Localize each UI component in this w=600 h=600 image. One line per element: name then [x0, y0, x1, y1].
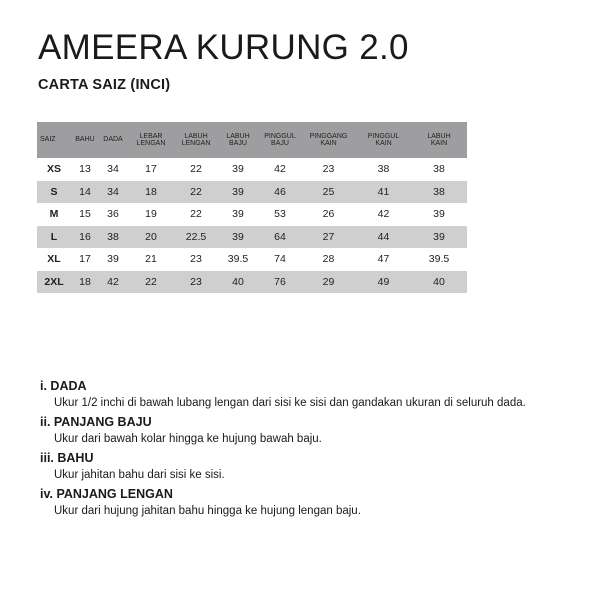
header-dada: DADA: [99, 122, 127, 158]
table-cell: 40: [411, 271, 467, 294]
table-cell: 15: [71, 203, 99, 226]
table-cell: 29: [301, 271, 356, 294]
table-cell: 16: [71, 226, 99, 249]
table-cell: 42: [356, 203, 411, 226]
note-heading-bahu: iii. BAHU: [40, 451, 94, 465]
table-cell: 47: [356, 248, 411, 271]
header-labuh-lengan: LABUH LENGAN: [175, 122, 217, 158]
note-text-panjang-baju: Ukur dari bawah kolar hingga ke hujung bawah baju.: [54, 432, 322, 445]
table-cell: 28: [301, 248, 356, 271]
table-cell: 26: [301, 203, 356, 226]
size-cell: 2XL: [37, 271, 71, 294]
note-text-panjang-lengan: Ukur dari hujung jahitan bahu hingga ke hujung lengan baju.: [54, 504, 361, 517]
table-cell: 38: [411, 181, 467, 204]
table-cell: 76: [259, 271, 301, 294]
table-cell: 41: [356, 181, 411, 204]
table-cell: 42: [99, 271, 127, 294]
table-cell: 23: [175, 271, 217, 294]
table-cell: 38: [356, 158, 411, 181]
note-heading-panjang-baju: ii. PANJANG BAJU: [40, 415, 152, 429]
page-title: AMEERA KURUNG 2.0: [38, 28, 409, 67]
header-labuh-kain: LABUH KAIN: [411, 122, 467, 158]
table-row: [37, 248, 467, 271]
note-text-bahu: Ukur jahitan bahu dari sisi ke sisi.: [54, 468, 225, 481]
header-saiz: SAIZ: [37, 122, 71, 158]
table-cell: 74: [259, 248, 301, 271]
table-cell: 44: [356, 226, 411, 249]
table-cell: 34: [99, 158, 127, 181]
table-row: [37, 226, 467, 249]
table-cell: 18: [127, 181, 175, 204]
table-cell: 39: [217, 226, 259, 249]
table-cell: 38: [99, 226, 127, 249]
table-cell: 34: [99, 181, 127, 204]
table-cell: 17: [71, 248, 99, 271]
size-chart-table: [37, 122, 467, 293]
table-cell: 17: [127, 158, 175, 181]
note-heading-panjang-lengan: iv. PANJANG LENGAN: [40, 487, 173, 501]
measurement-notes: [40, 380, 590, 524]
table-cell: 39.5: [411, 248, 467, 271]
table-cell: 22.5: [175, 226, 217, 249]
table-cell: 38: [411, 158, 467, 181]
size-cell: XS: [37, 158, 71, 181]
header-pinggul-kain: PINGGUL KAIN: [356, 122, 411, 158]
header-bahu: BAHU: [71, 122, 99, 158]
header-pinggang-kain: PINGGANG KAIN: [301, 122, 356, 158]
table-cell: 53: [259, 203, 301, 226]
size-cell: S: [37, 181, 71, 204]
table-cell: 40: [217, 271, 259, 294]
table-cell: 22: [175, 158, 217, 181]
table-cell: 39: [411, 203, 467, 226]
table-cell: 39: [99, 248, 127, 271]
table-row: [37, 203, 467, 226]
header-labuh-baju: LABUH BAJU: [217, 122, 259, 158]
table-cell: 49: [356, 271, 411, 294]
size-cell: L: [37, 226, 71, 249]
table-cell: 39.5: [217, 248, 259, 271]
size-cell: M: [37, 203, 71, 226]
table-cell: 46: [259, 181, 301, 204]
table-cell: 39: [217, 203, 259, 226]
note-heading-dada: i. DADA: [40, 379, 87, 393]
table-cell: 21: [127, 248, 175, 271]
table-cell: 64: [259, 226, 301, 249]
table-cell: 39: [217, 181, 259, 204]
table-cell: 39: [411, 226, 467, 249]
header-pinggul-baju: PINGGUL BAJU: [259, 122, 301, 158]
table-cell: 27: [301, 226, 356, 249]
table-cell: 22: [127, 271, 175, 294]
table-header-row: [37, 122, 467, 158]
table-cell: 42: [259, 158, 301, 181]
table-cell: 23: [301, 158, 356, 181]
table-cell: 22: [175, 203, 217, 226]
table-cell: 13: [71, 158, 99, 181]
table-cell: 39: [217, 158, 259, 181]
table-cell: 18: [71, 271, 99, 294]
size-cell: XL: [37, 248, 71, 271]
header-lebar-lengan: LEBAR LENGAN: [127, 122, 175, 158]
table-cell: 36: [99, 203, 127, 226]
table-cell: 22: [175, 181, 217, 204]
table-cell: 20: [127, 226, 175, 249]
page-subtitle: CARTA SAIZ (INCI): [38, 77, 171, 93]
table-cell: 14: [71, 181, 99, 204]
note-text-dada: Ukur 1/2 inchi di bawah lubang lengan dari sisi ke sisi dan gandakan ukuran di seluruh dada.: [54, 396, 526, 409]
table-cell: 19: [127, 203, 175, 226]
table-cell: 25: [301, 181, 356, 204]
table-row: [37, 181, 467, 204]
table-row: [37, 158, 467, 181]
table-cell: 23: [175, 248, 217, 271]
table-row: [37, 271, 467, 294]
